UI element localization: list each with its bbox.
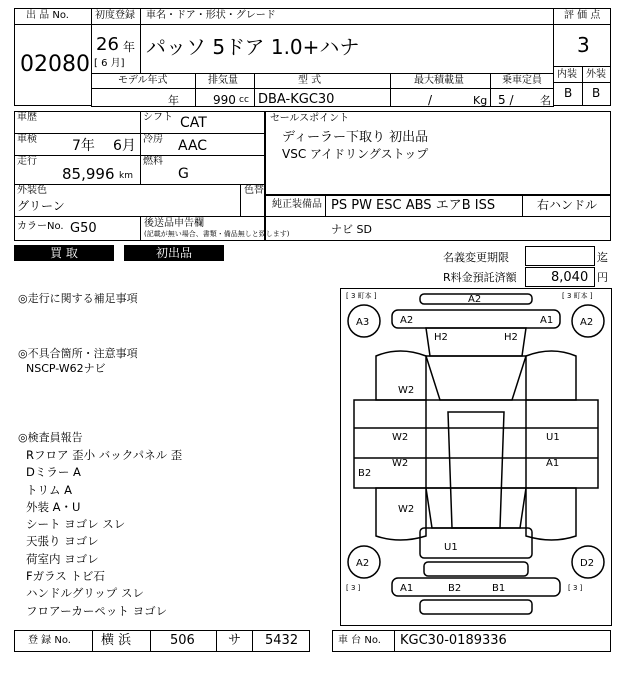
equipment-extra: ナビ SD [331,223,372,236]
steering: 右ハンドル [537,198,598,212]
lot-no-label: 出 品 No. [26,10,69,21]
postdoc-label: 後送品申告欄 [144,218,204,229]
driving-notes-label: ◎走行に関する補足事項 [18,292,138,305]
capacity-unit: 名 [540,94,551,107]
inspector-line: 荷室内 ヨゴレ [26,551,99,566]
inspector-line: Rフロア 歪小 バックパネル 歪 [26,448,183,462]
recycle-value: 8,040 [551,270,589,285]
diagram-br-note: [ 3 ] [568,584,583,592]
inspector-line: シート ヨゴレ スレ [26,517,126,532]
defect-line-1: NSCP-W62ナビ [26,362,106,375]
damage-mark-left-rear-fender: W2 [398,504,415,515]
fuel: G [178,166,189,182]
name-change-box [525,246,595,266]
displacement-label: 排気量 [208,75,238,86]
inspector-line: 天張り ヨゴレ [26,534,99,549]
exterior-label: 外装 [586,69,606,80]
name-change-label: 名義変更期限 [443,251,509,264]
reg-kana: サ [228,633,242,648]
capacity-label: 乗車定員 [502,75,542,86]
postdoc-note: (記載が無い場合、書類・備品無しと致します) [144,230,290,238]
ac-label: 冷房 [143,134,163,145]
exterior-grade: B [592,86,601,100]
mileage: 85,996 [62,165,115,183]
damage-mark-front-bumper: A2 [468,294,482,305]
interior-grade: B [564,86,573,100]
damage-mark-roof-back: U1 [444,542,458,553]
type-label: 型 式 [298,75,322,86]
inspector-line: ハンドルグリップ スレ [26,586,144,601]
capacity: 5 / [498,93,514,107]
damage-mark-front-right: A1 [540,315,554,326]
color-label: 外装色 [17,185,47,196]
inspection-label: 車検 [17,134,37,145]
damage-mark-right-front-door: U1 [546,432,560,443]
fuel-label: 燃料 [143,156,163,167]
car-name: パッソ 5ドア 1.0+ハナ [146,35,360,59]
equipment-label: 純正装備品 [272,199,322,210]
diagram-bl-note: [ 3 ] [346,584,361,592]
recycle-label: R料金預託済額 [443,271,517,284]
sales-point-line1: ディーラー下取り 初出品 [282,130,429,145]
inspection-month: 6月 [113,138,136,154]
color-no-label: カラーNo. [17,221,64,232]
inspection-year: 7年 [72,138,95,154]
damage-mark-tire-rl: A2 [356,558,370,569]
car-name-label: 車名・ドア・形状・グレード [146,10,276,21]
damage-mark-left-front-fender: W2 [398,385,415,396]
equipment-items: PS PW ESC ABS エアB ISS [331,198,496,213]
buy-bar: 買 取 [14,245,114,261]
max-load-unit: Kg [473,94,488,107]
sales-point-line2: VSC アイドリングストップ [282,147,429,161]
damage-mark-rear-b2: B2 [448,583,462,594]
damage-mark-front-left: A2 [400,315,414,326]
diagram-tl-note: [ 3 町本 ] [346,292,377,300]
shift: CAT [180,115,207,131]
first-reg-month: [ 6 月] [94,58,125,69]
mileage-label: 走行 [17,156,37,167]
damage-mark-left-rear-door: W2 [392,458,409,469]
inspector-label: ◎検査員報告 [18,431,83,444]
inspector-line: Dミラー A [26,465,81,480]
reg-number: 5432 [265,633,299,648]
damage-mark-rear-left: A1 [400,583,414,594]
sales-point-label: セールスポイント [270,113,350,124]
first-reg-label: 初度登録 [95,10,135,21]
reg-label: 登 録 No. [28,635,71,646]
damage-mark-left-front-door: W2 [392,432,409,443]
interior-label: 内装 [557,69,577,80]
damage-mark-left-b: B2 [358,468,372,479]
chassis-no: KGC30-0189336 [400,633,507,648]
diagram-tr-note: [ 3 町本 ] [562,292,593,300]
first-reg-year-unit: 年 [123,40,136,54]
inspector-line: 外装 A・U [26,499,81,514]
ac: AAC [178,138,208,154]
inspector-line: トリム A [26,482,73,497]
defect-label: ◎不具合箇所・注意事項 [18,347,138,360]
model-type: DBA-KGC30 [258,92,335,107]
max-load-sep: / [428,93,433,107]
damage-mark-tire-fl: A3 [356,317,370,328]
recycle-unit: 円 [597,271,608,284]
damage-diagram [340,288,612,626]
reg-area: 横 浜 [101,633,132,648]
chassis-label: 車 台 No. [338,635,381,646]
score: 3 [577,33,590,57]
damage-mark-right-rear-door: A1 [546,458,560,469]
inspector-line: フロアーカーペット ヨゴレ [26,603,168,618]
displacement: 990 [213,93,236,107]
color: グリーン [17,199,65,213]
color-no: G50 [70,221,97,236]
recolor-label: 色替 [244,185,264,196]
inspector-list [26,447,266,620]
displacement-unit: cc [239,95,249,105]
damage-mark-rear-b1: B1 [492,583,506,594]
damage-mark-hood-right: H2 [504,332,518,343]
damage-mark-tire-fr: A2 [580,317,594,328]
inspector-line: Fガラス トビ石 [26,569,105,584]
model-year-label: モデル年式 [118,75,168,86]
score-label: 評 価 点 [564,10,601,21]
first-reg-year: 26 [96,34,119,55]
reg-class: 506 [170,633,195,648]
shift-label: シフト [143,112,173,123]
damage-mark-hood-left: H2 [434,332,448,343]
history-label: 車歴 [17,112,37,123]
mileage-unit: km [119,171,133,181]
max-load-label: 最大積載量 [414,75,464,86]
model-year-unit: 年 [168,94,179,107]
lot-no: 02080 [20,52,90,77]
first-listing-bar: 初出品 [124,245,224,261]
name-change-unit: 迄 [597,251,608,264]
damage-mark-tire-rr: D2 [580,558,595,569]
